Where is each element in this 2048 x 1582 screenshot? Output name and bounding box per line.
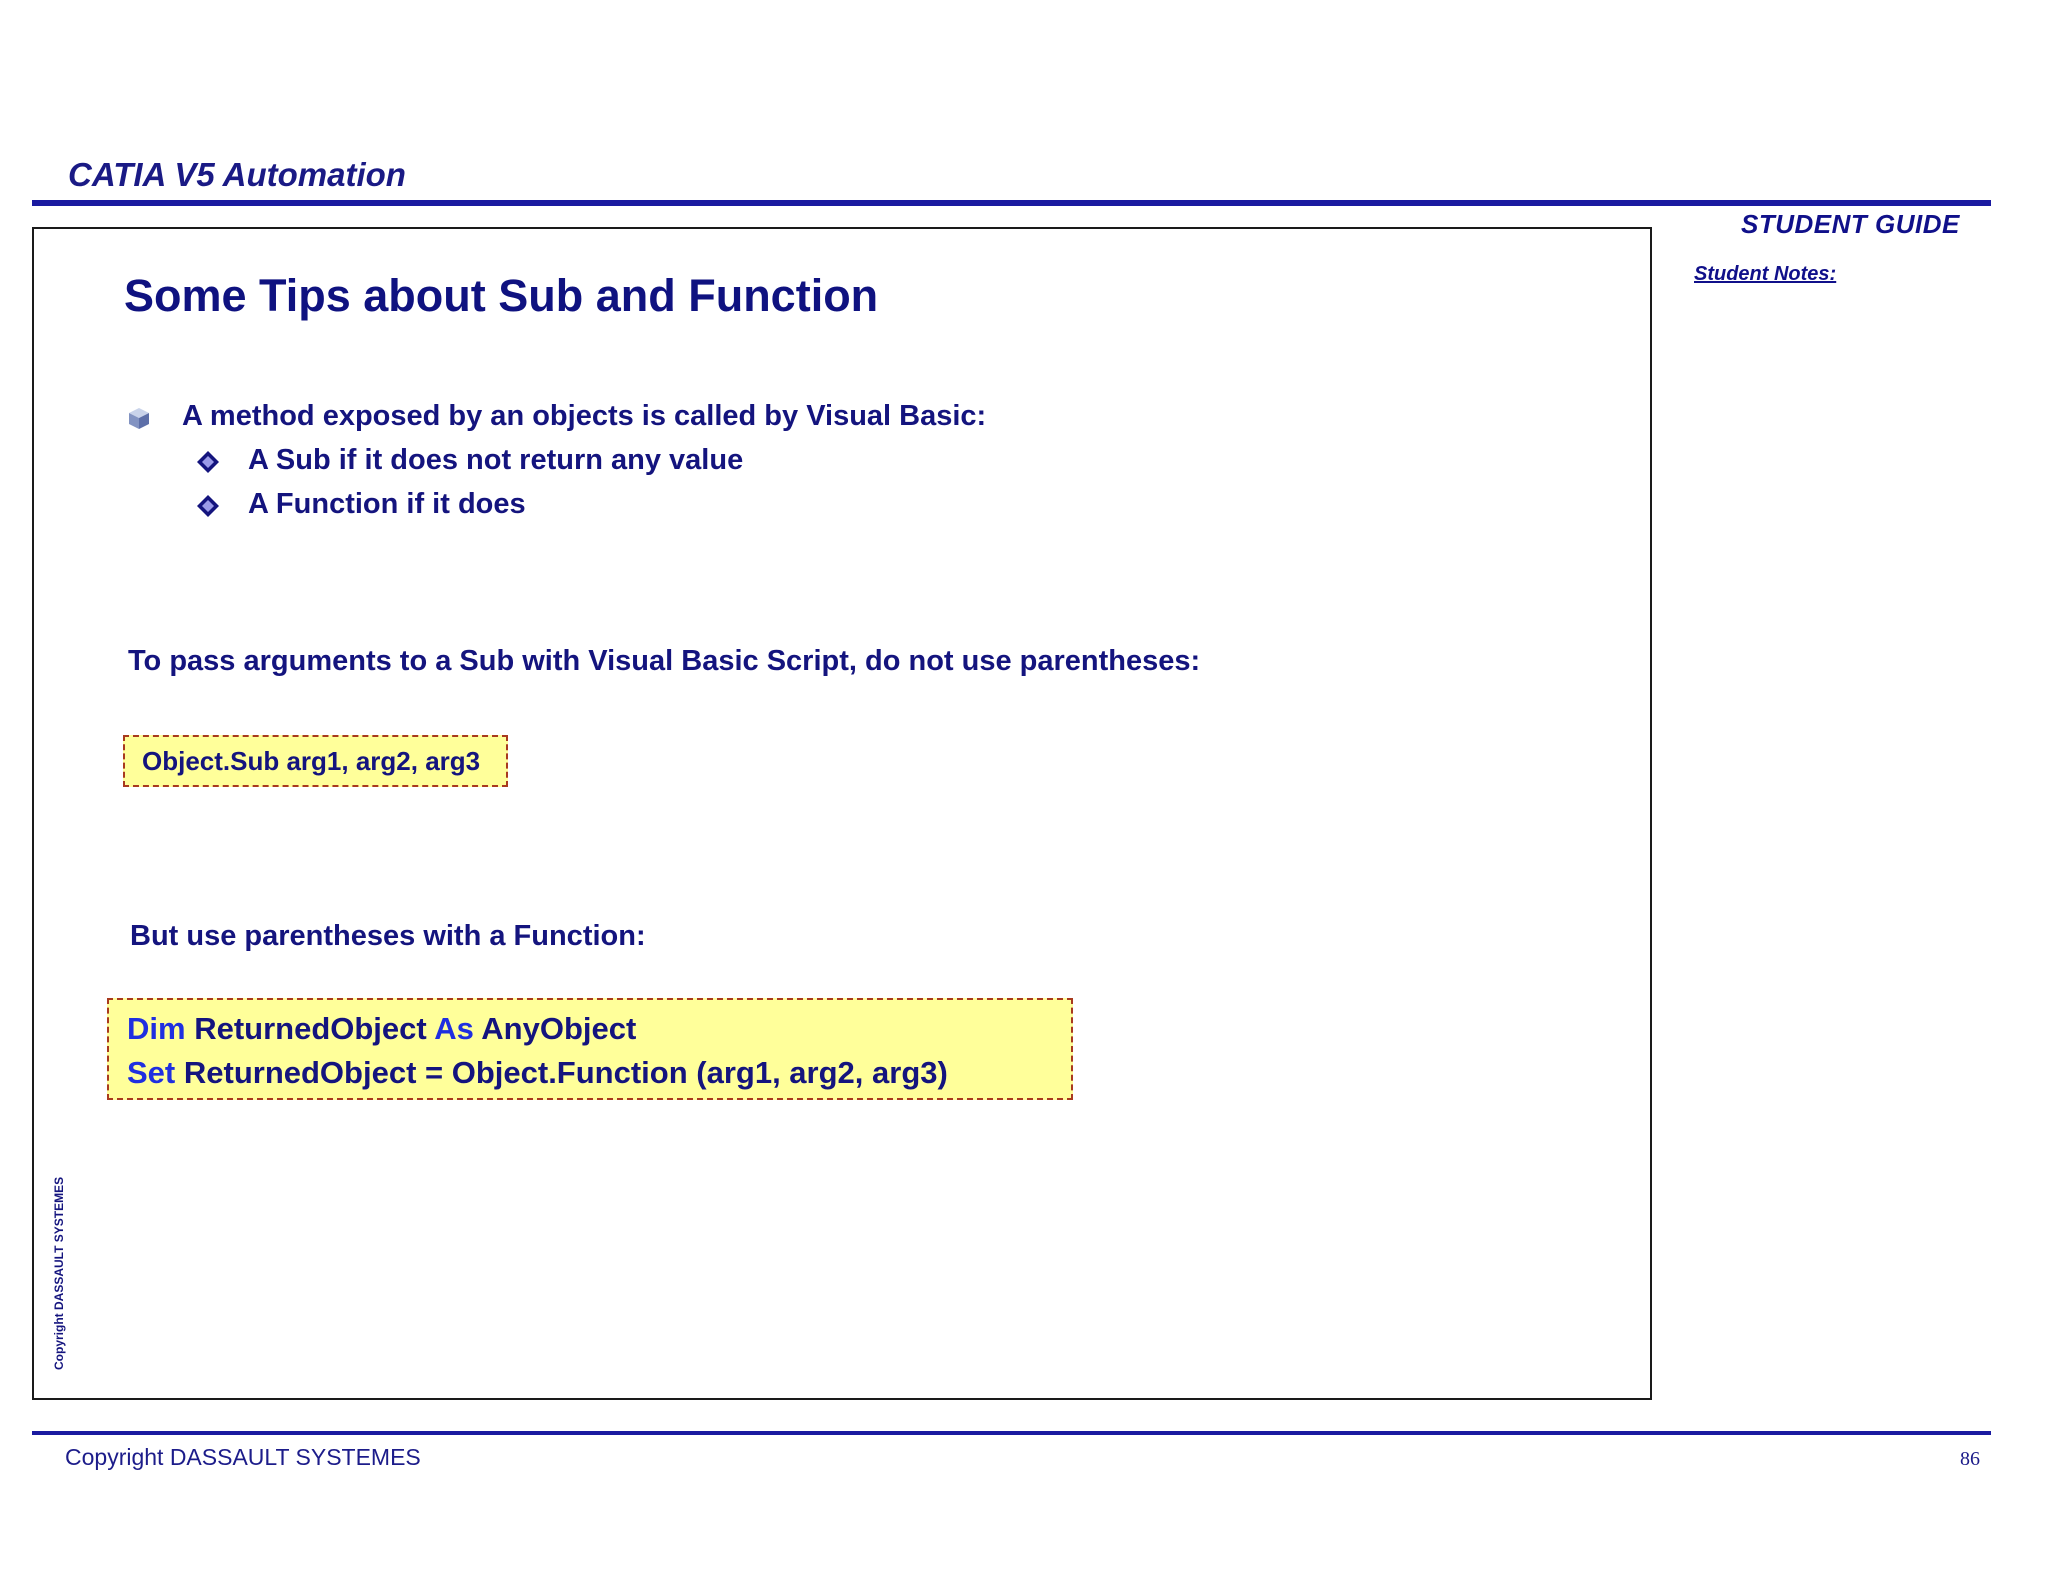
student-notes-label: Student Notes: — [1694, 263, 1837, 285]
code-set-expression: ReturnedObject = Object.Function (arg1, arg2, arg3) — [175, 1055, 948, 1090]
sub-arguments-note: To pass arguments to a Sub with Visual Basic Script, do not use parentheses: — [128, 645, 1201, 677]
side-copyright: Copyright DASSAULT SYSTEMES — [52, 1176, 66, 1370]
student-guide-label: STUDENT GUIDE — [1741, 209, 1960, 239]
diamond-bullet-icon — [196, 494, 220, 518]
code-line-dim — [127, 1011, 636, 1047]
cube-bullet-icon — [127, 406, 151, 430]
sub-item-function-text: A Function if it does — [248, 488, 526, 520]
diamond-bullet-icon — [196, 450, 220, 474]
bullet-main-text: A method exposed by an objects is called by Visual Basic: — [182, 400, 987, 432]
sub-item-sub-text: A Sub if it does not return any value — [248, 444, 744, 476]
keyword-dim: Dim — [127, 1011, 186, 1046]
slide-title: Some Tips about Sub and Function — [124, 270, 879, 321]
document-header-title: CATIA V5 Automation — [68, 156, 406, 193]
code-dim-identifier: ReturnedObject — [185, 1011, 435, 1046]
keyword-as: As — [434, 1011, 474, 1046]
footer-divider — [32, 1431, 1991, 1435]
sub-code-line: Object.Sub arg1, arg2, arg3 — [142, 746, 481, 776]
code-line-set — [127, 1055, 948, 1091]
page-number: 86 — [1960, 1448, 1980, 1470]
header-divider — [32, 200, 1991, 206]
function-note: But use parentheses with a Function: — [130, 920, 646, 952]
code-dim-type: AnyObject — [473, 1011, 637, 1046]
keyword-set: Set — [127, 1055, 176, 1090]
footer-copyright: Copyright DASSAULT SYSTEMES — [65, 1444, 421, 1470]
